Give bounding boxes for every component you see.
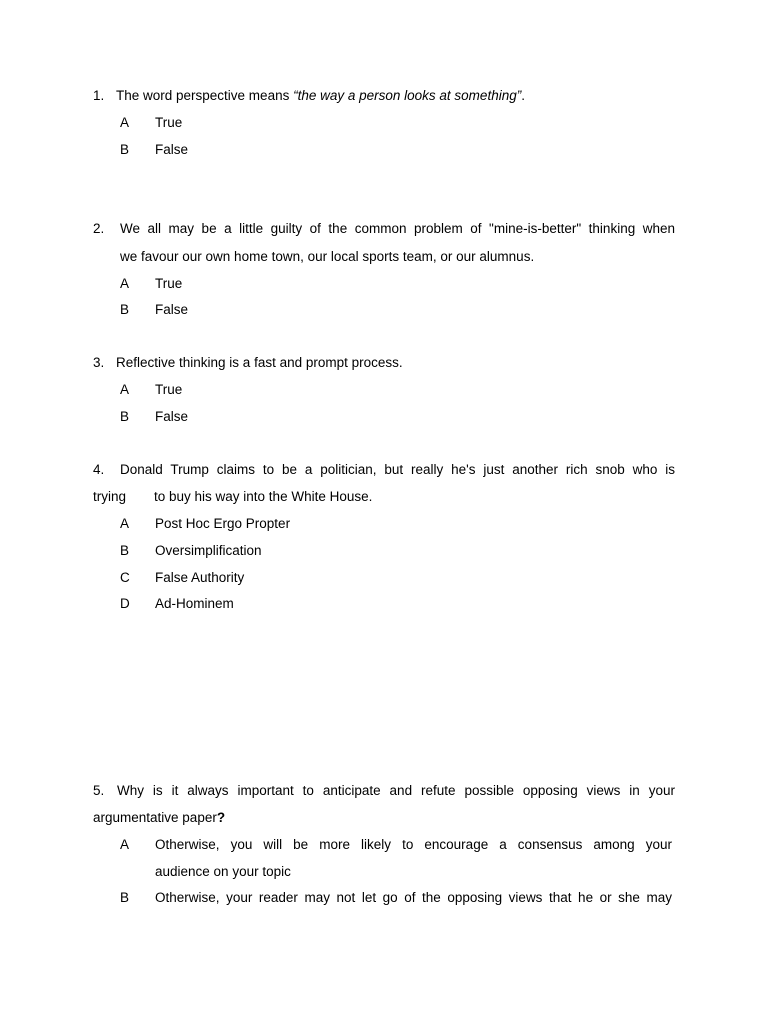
option-text: True xyxy=(155,115,183,130)
option-letter: A xyxy=(120,276,130,291)
option-a[interactable] xyxy=(120,382,182,397)
question-text: Reflective thinking is a fast and prompt process. xyxy=(116,355,403,370)
option-c[interactable] xyxy=(120,570,244,585)
question-2-line-2: we favour our own home town, our local sports team, or our alumnus. xyxy=(120,249,535,264)
option-letter: A xyxy=(120,516,130,531)
question-number: 3. xyxy=(93,355,105,370)
option-letter: A xyxy=(120,382,130,397)
question-number: 2. xyxy=(93,221,105,236)
option-letter: A xyxy=(120,837,130,852)
option-letter: B xyxy=(120,409,130,424)
definition-quote: “the way a person looks at something” xyxy=(293,88,522,103)
question-2-line-1 xyxy=(93,221,675,236)
option-d[interactable] xyxy=(120,596,234,611)
option-text: False xyxy=(155,302,189,317)
question-3-text xyxy=(93,355,403,370)
option-text: False xyxy=(155,409,189,424)
option-text: Ad-Hominem xyxy=(155,596,234,611)
option-text: True xyxy=(155,276,183,291)
option-text: True xyxy=(155,382,183,397)
option-letter: B xyxy=(120,890,130,905)
option-a[interactable] xyxy=(120,115,182,130)
option-a[interactable] xyxy=(120,516,290,531)
option-b[interactable] xyxy=(120,302,188,317)
option-letter: A xyxy=(120,115,130,130)
option-text-line-1: Otherwise, your reader may not let go of the opposing views that he or she may xyxy=(155,890,672,905)
question-number: 4. xyxy=(93,462,105,477)
option-text: False Authority xyxy=(155,570,245,585)
question-5-line-1 xyxy=(93,783,675,798)
option-text-line-2: audience on your topic xyxy=(155,864,291,879)
option-letter: B xyxy=(120,543,130,558)
option-text: Oversimplification xyxy=(155,543,262,558)
option-letter: C xyxy=(120,570,130,585)
option-b[interactable] xyxy=(120,409,188,424)
question-5-line-2: argumentative paper? xyxy=(93,810,226,825)
option-b[interactable] xyxy=(120,543,262,558)
question-text: Donald Trump claims to be a politician, but really he's just another rich snob who is xyxy=(120,462,675,477)
question-text: We all may be a little guilty of the common problem of "mine-is-better" thinking when xyxy=(120,221,675,236)
question-number: 1. xyxy=(93,88,105,103)
option-text: Post Hoc Ergo Propter xyxy=(155,516,291,531)
option-letter: B xyxy=(120,142,130,157)
option-letter: D xyxy=(120,596,130,611)
question-1-text: 1. The word perspective means “the way a person looks at something”. xyxy=(93,88,525,103)
option-a[interactable] xyxy=(120,276,182,291)
option-b[interactable] xyxy=(120,142,188,157)
option-text: False xyxy=(155,142,189,157)
question-4-line-2: trying to buy his way into the White House. xyxy=(93,489,373,504)
option-letter: B xyxy=(120,302,130,317)
question-text: Why is it always important to anticipate and refute possible opposing views in your xyxy=(117,783,675,798)
question-text: The word perspective means xyxy=(116,88,294,103)
option-text-line-1: Otherwise, you will be more likely to encourage a consensus among your xyxy=(155,837,672,852)
question-4-line-1 xyxy=(93,462,675,477)
question-number: 5. xyxy=(93,783,105,798)
